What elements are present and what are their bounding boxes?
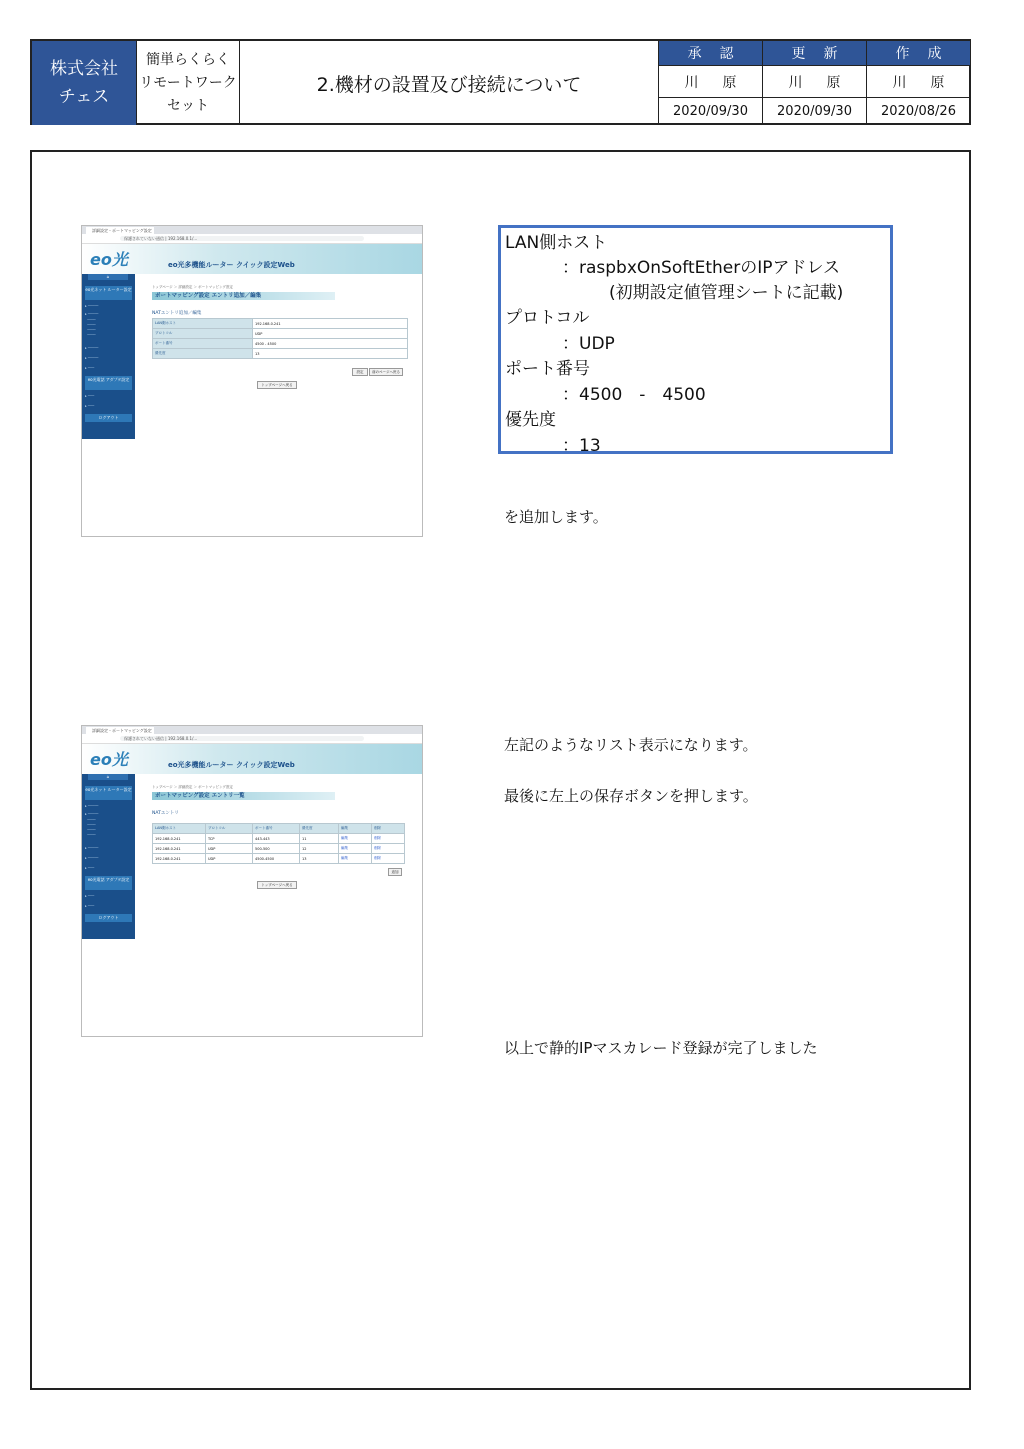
form-value: 192.168.0.241 — [253, 319, 408, 329]
update-name: 川原 — [763, 65, 866, 98]
cell: UDP — [206, 844, 253, 854]
cell: 192.168.0.241 — [153, 854, 206, 864]
cell: 11 — [300, 834, 339, 844]
cell: 12 — [300, 844, 339, 854]
cell: 443-443 — [253, 834, 300, 844]
column-header: プロトコル — [206, 824, 253, 834]
update-column — [762, 41, 866, 125]
column-header: 削除 — [372, 824, 405, 834]
form-value: UDP — [253, 329, 408, 339]
form-key: ポート番号 — [153, 339, 253, 349]
approval-heading: 承認 — [659, 41, 762, 65]
entry-form-table — [152, 318, 408, 359]
eo-logo: eo光 — [90, 250, 128, 269]
home-icon: ⌂ — [88, 774, 128, 780]
company-line-2: チェス — [58, 87, 110, 107]
router-sidebar: ⌂ eo光ネット ルーター設定 ▸ ───── ▸ ───── ──── ──── ──── ──── ▸ ───── ▸ ───── ▸ ─── eo光電話 アダプタ設定 ▸ ─── ▸ ─── ログアウト — [82, 774, 135, 939]
form-key: プロトコル — [153, 329, 253, 339]
product-line-2: リモートワーク — [139, 74, 237, 91]
table-row — [153, 844, 405, 854]
entry-list-table — [152, 823, 405, 864]
cell: 500-500 — [253, 844, 300, 854]
settings-info-box — [498, 225, 893, 454]
column-header: ポート番号 — [253, 824, 300, 834]
column-header: 編集 — [339, 824, 372, 834]
created-heading: 作成 — [867, 41, 970, 65]
cell: 13 — [300, 854, 339, 864]
value-lan-host: ：raspbxOnSoftEtherのIPアドレス — [562, 258, 840, 278]
add-instruction: を追加します。 — [504, 508, 608, 526]
sidebar-phone-button: eo光電話 アダプタ設定 — [85, 376, 132, 390]
section-title: NATエントリ — [152, 811, 179, 816]
created-date: 2020/08/26 — [881, 103, 956, 119]
label-lan-host: LAN側ホスト — [505, 233, 608, 253]
sidebar-phone-button: eo光電話 アダプタ設定 — [85, 876, 132, 890]
column-header: LAN側ホスト — [153, 824, 206, 834]
cell: TCP — [206, 834, 253, 844]
sidebar-net-button: eo光ネット ルーター設定 — [85, 286, 132, 300]
product-line-3: セット — [167, 97, 209, 114]
update-heading: 更新 — [763, 41, 866, 65]
browser-tab: 詳細設定 - ポートマッピング設定 — [86, 227, 154, 234]
created-name: 川原 — [867, 65, 970, 98]
router-sidebar: ⌂ eo光ネット ルーター設定 ▸ ───── ▸ ───── ──── ──── ──── ──── ▸ ───── ▸ ───── ▸ ─── eo光電話 アダプタ設定 ▸ ─── ▸ ─── ログアウト — [82, 274, 135, 439]
cell: UDP — [206, 854, 253, 864]
add-button: 追加 — [388, 868, 402, 876]
save-instruction: 最後に左上の保存ボタンを押します。 — [504, 787, 758, 805]
edit-link: 編集 — [339, 854, 372, 864]
router-screenshot-entry-edit: 詳細設定 - ポートマッピング設定 保護されていない通信 | 192.168.0.1/... eo光 eo光多機能ルーター クイック設定Web ⌂ eo光ネット ルーター設定 ▸ ───── ▸ ───── ──── ──── ──── ──── ▸ ───── ▸ ───── ▸ ─── eo光電話 アダプタ設定 ▸ ─── ▸ ─── ログアウト トップページ ＞ 詳細設定 ＞ ポートマッピング設定 ポートマッピング設定 エントリ追加／編集 NATエントリ追加／編集 LAN側ホスト 192.168.0.241 プロトコル UDP ポート番号 4500 - 4500 優先度 13 設定 前のページへ戻る トップページへ戻る — [81, 225, 423, 537]
page-heading: ポートマッピング設定 エントリ一覧 — [152, 792, 335, 800]
delete-link: 削除 — [372, 834, 405, 844]
sidebar-logout-button: ログアウト — [85, 414, 132, 422]
table-row — [153, 834, 405, 844]
router-screenshot-entry-list: 詳細設定 - ポートマッピング設定 保護されていない通信 | 192.168.0.1/... eo光 eo光多機能ルーター クイック設定Web ⌂ eo光ネット ルーター設定 ▸ ───── ▸ ───── ──── ──── ──── ──── ▸ ───── ▸ ───── ▸ ─── eo光電話 アダプタ設定 ▸ ─── ▸ ─── ログアウト トップページ ＞ 詳細設定 ＞ ポートマッピング設定 ポートマッピング設定 エントリ一覧 NATエントリ LAN側ホスト プロトコル ポート番号 優先度 編集 削除 192.168.0.241 TCP 443-443 11 編集 削除 192.168.0.241 UDP 500-500 12 編集 削除 192.168.0.241 UDP 4500-4500 13 編集 削除 追加 トップページへ戻る — [81, 725, 423, 1037]
banner-title: eo光多機能ルーター クイック設定Web — [168, 261, 295, 269]
value-port: ：4500 - 4500 — [562, 385, 706, 405]
created-column — [866, 41, 970, 125]
form-key: LAN側ホスト — [153, 319, 253, 329]
completion-text: 以上で静的IPマスカレード登録が完了しました — [504, 1039, 818, 1057]
browser-tab: 詳細設定 - ポートマッピング設定 — [86, 727, 154, 734]
address-bar: 保護されていない通信 | 192.168.0.1/... — [120, 236, 364, 241]
banner-title: eo光多機能ルーター クイック設定Web — [168, 761, 295, 769]
address-bar: 保護されていない通信 | 192.168.0.1/... — [120, 736, 364, 741]
page-heading: ポートマッピング設定 エントリ追加／編集 — [152, 292, 335, 300]
form-value: 4500 - 4500 — [253, 339, 408, 349]
document-title: 2.機材の設置及び接続について — [316, 73, 582, 96]
value-lan-host-note: (初期設定値管理シートに記載) — [609, 283, 844, 303]
form-key: 優先度 — [153, 349, 253, 359]
product-line-1: 簡単らくらく — [146, 51, 230, 68]
label-priority: 優先度 — [505, 410, 556, 430]
value-priority: ：13 — [562, 436, 601, 456]
table-row — [153, 854, 405, 864]
cell: 4500-4500 — [253, 854, 300, 864]
cell: 192.168.0.241 — [153, 844, 206, 854]
company-line-1: 株式会社 — [50, 59, 118, 79]
product-name-cell — [136, 41, 240, 125]
router-banner — [82, 744, 422, 774]
router-banner — [82, 244, 422, 274]
home-icon: ⌂ — [88, 274, 128, 280]
set-button: 設定 — [352, 368, 368, 376]
edit-link: 編集 — [339, 834, 372, 844]
document-header — [30, 39, 971, 125]
edit-link: 編集 — [339, 844, 372, 854]
label-port: ポート番号 — [505, 359, 590, 379]
sidebar-net-button: eo光ネット ルーター設定 — [85, 786, 132, 800]
update-date: 2020/09/30 — [777, 103, 852, 119]
form-value: 13 — [253, 349, 408, 359]
approval-date: 2020/09/30 — [673, 103, 748, 119]
delete-link: 削除 — [372, 854, 405, 864]
section-title: NATエントリ追加／編集 — [152, 311, 202, 316]
back-button: 前のページへ戻る — [369, 368, 403, 376]
delete-link: 削除 — [372, 844, 405, 854]
value-protocol: ：UDP — [562, 334, 615, 354]
cell: 192.168.0.241 — [153, 834, 206, 844]
company-name-cell — [32, 41, 136, 125]
list-instruction: 左記のようなリスト表示になります。 — [504, 736, 758, 754]
approval-name: 川原 — [659, 65, 762, 98]
top-page-button: トップページへ戻る — [257, 881, 297, 889]
column-header: 優先度 — [300, 824, 339, 834]
top-page-button: トップページへ戻る — [257, 381, 297, 389]
label-protocol: プロトコル — [505, 308, 590, 328]
sidebar-logout-button: ログアウト — [85, 914, 132, 922]
eo-logo: eo光 — [90, 750, 128, 769]
approval-column — [658, 41, 762, 125]
